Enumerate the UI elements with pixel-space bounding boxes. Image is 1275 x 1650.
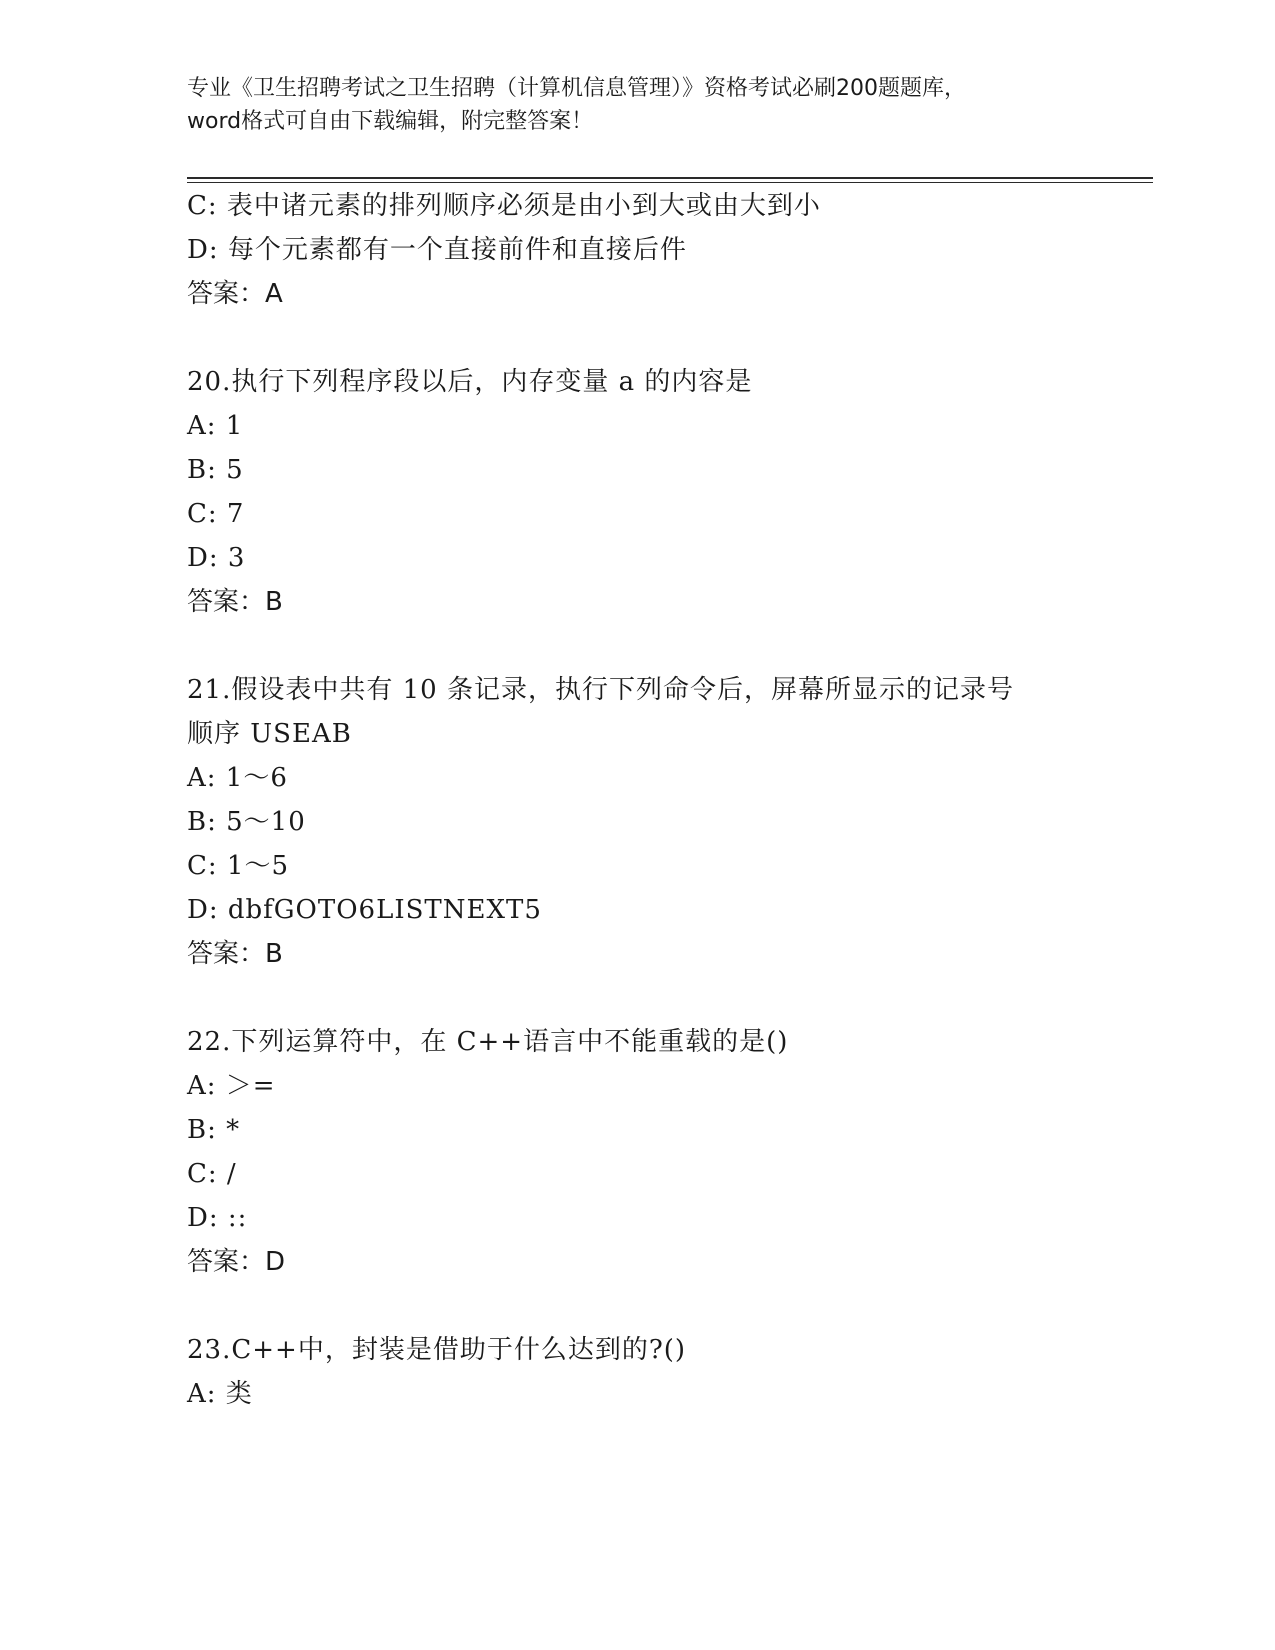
q21-stem-line-2: 顺序 USEAB	[187, 719, 352, 749]
q22-option-d: D: ::	[187, 1203, 248, 1233]
header-divider-thin	[187, 182, 1153, 183]
q20-option-a: A: 1	[187, 411, 244, 441]
q22-stem: 22.下列运算符中，在 C++语言中不能重载的是()	[187, 1027, 789, 1057]
q21-stem-line-1: 21.假设表中共有 10 条记录，执行下列命令后，屏幕所显示的记录号	[187, 675, 1014, 705]
q23-stem: 23.C++中，封装是借助于什么达到的?()	[187, 1335, 687, 1365]
q21-answer: 答案：B	[187, 939, 283, 969]
q22-option-b: B: *	[187, 1115, 241, 1145]
prev-answer: 答案：A	[187, 279, 283, 309]
q20-option-c: C: 7	[187, 499, 245, 529]
q21-option-d: D: dbfGOTO6LISTNEXT5	[187, 895, 542, 925]
header-divider-thick	[187, 177, 1153, 179]
document-header	[187, 72, 1087, 138]
q22-answer: 答案：D	[187, 1247, 286, 1277]
q22-option-c: C: /	[187, 1159, 237, 1189]
prev-option-c: C: 表中诸元素的排列顺序必须是由小到大或由大到小	[187, 191, 821, 221]
q21-option-a: A: 1～6	[187, 763, 288, 793]
header-line-1: 专业《卫生招聘考试之卫生招聘（计算机信息管理）》资格考试必刷200题题库，	[187, 76, 966, 101]
q23-option-a: A: 类	[187, 1379, 253, 1409]
q21-option-c: C: 1～5	[187, 851, 290, 881]
q20-option-d: D: 3	[187, 543, 246, 573]
header-line-2: word格式可自由下载编辑，附完整答案！	[187, 109, 594, 134]
prev-option-d: D: 每个元素都有一个直接前件和直接后件	[187, 235, 687, 265]
q20-stem: 20.执行下列程序段以后，内存变量 a 的内容是	[187, 367, 753, 397]
q21-option-b: B: 5～10	[187, 807, 306, 837]
q20-answer: 答案：B	[187, 587, 283, 617]
q22-option-a: A: ＞=	[187, 1071, 276, 1101]
q20-option-b: B: 5	[187, 455, 244, 485]
